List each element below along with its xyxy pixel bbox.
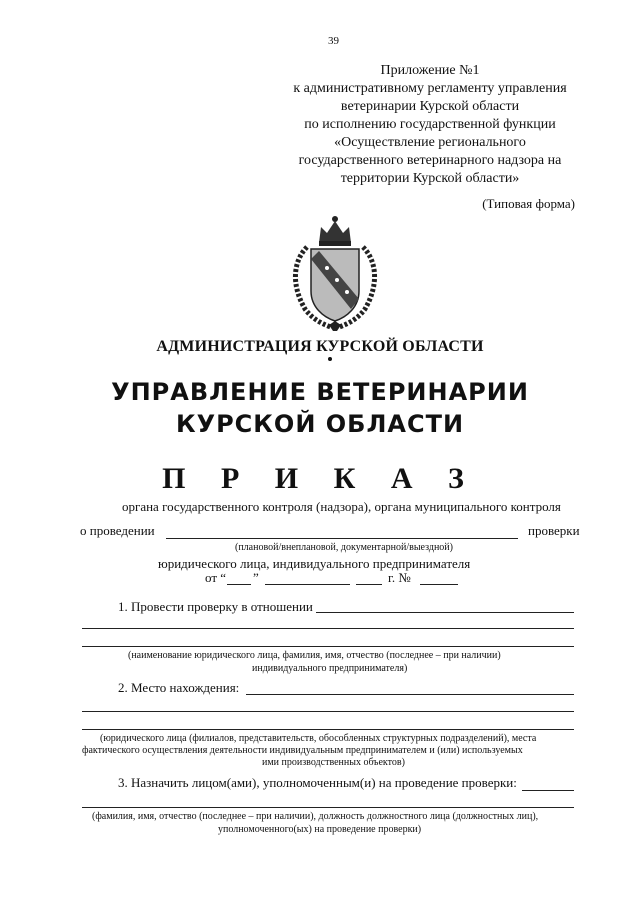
department-title-line1: УПРАВЛЕНИЕ ВЕТЕРИНАРИИ bbox=[111, 378, 529, 406]
item2-field-line2[interactable] bbox=[82, 711, 574, 712]
item2-field-line3[interactable] bbox=[82, 729, 574, 730]
item1-field-line3[interactable] bbox=[82, 646, 574, 647]
order-subtitle: органа государственного контроля (надзора), органа муниципального контроля bbox=[122, 499, 561, 514]
item1-label: 1. Провести проверку в отношении bbox=[118, 599, 313, 614]
item1-hint: индивидуального предпринимателя) bbox=[252, 663, 408, 674]
date-from-label: от “ bbox=[205, 570, 227, 585]
item2-label: 2. Место нахождения: bbox=[118, 680, 240, 695]
item3-hint: (фамилия, имя, отчество (последнее – при наличии), должность должностного лица (должностных лиц), bbox=[92, 811, 539, 822]
date-year-label: г. № bbox=[388, 570, 411, 585]
appendix-line: «Осуществление регионального bbox=[334, 135, 526, 150]
form-type-label: (Типовая форма) bbox=[482, 196, 575, 211]
item2-hint: ими производственных объектов) bbox=[262, 757, 405, 768]
item2-hint: фактического осуществления деятельности индивидуальным предпринимателем и (или) используемых bbox=[82, 745, 523, 756]
appendix-line: территории Курской области» bbox=[340, 171, 520, 186]
appendix-block bbox=[250, 62, 610, 188]
appendix-line: ветеринарии Курской области bbox=[340, 99, 520, 114]
check-type-hint: (плановой/внеплановой, документарной/выездной) bbox=[235, 542, 453, 553]
divider-dot bbox=[328, 357, 332, 361]
date-month-field[interactable] bbox=[265, 584, 350, 585]
date-quote: ” bbox=[253, 570, 259, 585]
item1-hint: (наименование юридического лица, фамилия, имя, отчество (последнее – при наличии) bbox=[128, 650, 501, 661]
check-label: проверки bbox=[528, 523, 580, 538]
about-label: о проведении bbox=[80, 523, 155, 538]
item2-hint: (юридического лица (филиалов, представительств, обособленных структурных подразделений), места bbox=[100, 733, 537, 744]
order-number-field[interactable] bbox=[420, 584, 458, 585]
item1-field-line2[interactable] bbox=[82, 628, 574, 629]
appendix-line: государственного ветеринарного надзора на bbox=[298, 153, 562, 168]
kursk-coat-of-arms-icon bbox=[285, 213, 385, 336]
item2-field[interactable] bbox=[246, 694, 574, 695]
item3-hint: уполномоченного(ых) на проведение проверки) bbox=[218, 824, 422, 835]
page-number: 39 bbox=[328, 35, 339, 47]
appendix-line: Приложение №1 bbox=[380, 63, 480, 78]
item3-field[interactable] bbox=[522, 790, 574, 791]
department-title-line2: КУРСКОЙ ОБЛАСТИ bbox=[175, 410, 465, 438]
item3-label: 3. Назначить лицом(ами), уполномоченным(и) на проведение проверки: bbox=[118, 775, 517, 790]
subject-line: юридического лица, индивидуального предпринимателя bbox=[158, 556, 471, 571]
date-year-field[interactable] bbox=[356, 584, 382, 585]
item3-field-line2[interactable] bbox=[82, 807, 574, 808]
item1-field[interactable] bbox=[316, 612, 574, 613]
date-day-field[interactable] bbox=[227, 584, 251, 585]
appendix-line: к административному регламенту управления bbox=[293, 81, 567, 96]
check-type-field[interactable] bbox=[166, 538, 518, 539]
administration-title: АДМИНИСТРАЦИЯ КУРСКОЙ ОБЛАСТИ bbox=[156, 338, 484, 355]
order-title: П Р И К А З bbox=[162, 462, 478, 495]
appendix-line: по исполнению государственной функции bbox=[304, 117, 556, 132]
